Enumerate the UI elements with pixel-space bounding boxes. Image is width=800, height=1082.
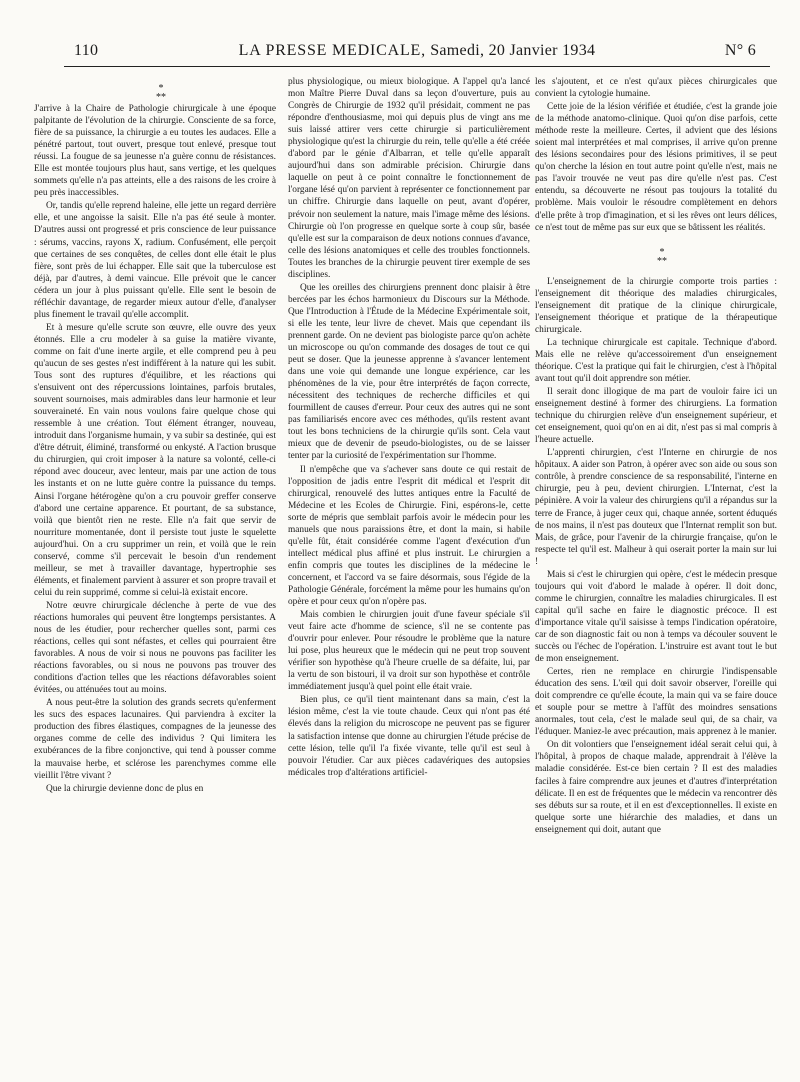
paragraph: Et à mesure qu'elle scrute son œuvre, elle ouvre des yeux étonnés. Elle a cru modeler à sa guise la matière vivante, comme on fait d'une inerte argile, et elle comprend peu à peu qu'aucun de ses gestes n'est indifférent à la nature qui les subit. Tous sont des ruptures d'équilibre, et les réactions qui s'ensuivent ont des répercussions lointaines, parfois brutales, souvent sournoises, mais admirables dans leur harmonie et leur souveraineté. En vain nous voulons faire quelque chose qui ressemble à une création. Tout élément étranger, nouveau, introduit dans l'organisme humain, y va subir sa destinée, qui est d'être détruit, éliminé, transformé ou enkysté. A l'action brusque du chirurgien, qui croit imposer à la nature sa volonté, celle-ci répond avec douceur, avec lenteur, mais par une action de tous les instants et on ne lutte guère contre la puissance du temps. Ainsi l'organe hétérogène qu'on a cru pouvoir greffer conserve d'abord une certaine apparence. Et pourtant, de sa substance, voilà que bientôt rien ne reste. Elle n'a fait que servir de nourriture momentanée, dont il persiste tout juste le squelette aujourd'hui. On a cru supprimer un rein, et voilà que le rein conservé, comme s'il percevait le besoin d'un rendement meilleur, se met à travailler davantage, hypertrophie ses éléments, et finalement parvient à assurer et son propre travail et celui du rein supprimé, comme si celui-là existait encore. (34, 322, 276, 598)
paragraph: Que la chirurgie devienne donc de plus en (46, 783, 204, 794)
paragraph: Certes, rien ne remplace en chirurgie l'indispensable éducation des sens. L'œil qui doit savoir observer, l'oreille qui doit comprendre ce qu'elle écoute, la main qui va se faire douce et souple pour se mettre à l'affût des moindres sensations anormales, tout cela, c'est le malade seul qui, de sa chair, va l'éduquer. Maniez-le avec précaution, mais apprenez à le manier. (535, 667, 777, 738)
issue-number: N° 6 (724, 42, 756, 59)
paragraph: Il serait donc illogique de ma part de vouloir faire ici un enseignement destiné à former des chirurgiens. La formation technique du chirurgien relève d'un enseignement supérieur, et cet enseignement, quoi qu'on en ai dit, n'est pas si mal compris à l'heure actuelle. (535, 387, 777, 446)
column-3 (535, 76, 777, 837)
paragraph: Mais combien le chirurgien jouit d'une faveur spéciale s'il veut faire acte d'homme de science, s'il ne se contente pas d'ouvrir pour enlever. Pour résoudre le problème que la nature lui pose, plus heureux que le médecin qui ne peut trop souvent vérifier son hypothèse qu'à l'heure cruelle de sa défaite, lui, par la vertu de son bistouri, il va droit sur son hypothèse et contrôle immédiatement jusqu'à quel point elle était vraie. (288, 610, 530, 693)
issue-date: Samedi, 20 Janvier 1934 (430, 42, 596, 59)
section-separator: * ** (657, 246, 667, 267)
paragraph: L'enseignement de la chirurgie comporte trois parties : l'enseignement dit théorique des maladies chirurgicales, l'enseignement dit pratique de la clinique chirurgicale, l'enseignement théorique et pratique de la thérapeutique chirurgicale. (535, 276, 777, 335)
column-2 (288, 76, 530, 780)
page-header (64, 40, 770, 67)
paragraph: J'arrive à la Chaire de Pathologie chirurgicale à une époque palpitante de l'évolution de la chirurgie. Consciente de sa force, fière de sa puissance, la chirurgie a eu toutes les audaces. Elle a pénétré partout, tout ouvert, presque tout enlevé, presque tout réussi. La fougue de sa jeunesse n'a guère connu de résistances. Elle est montée toujours plus haut, sans vertige, et les quelques sommets qu'elle n'a pas atteints, elle a des raisons de les croire à peu près inaccessibles. (34, 104, 276, 199)
section-separator: * ** (156, 83, 166, 103)
paragraph: Bien plus, ce qu'il tient maintenant dans sa main, c'est la lésion même, c'est la vie toute chaude. Ceux qui n'ont pas été élevés dans la religion du microscope ne peuvent pas se figurer la satisfaction intense que donne au chirurgien l'étude précise de cette lésion, telle qu'il l'a fixée vivante, telle qu'il est seul à pouvoir l'étudier. Car aux pièces cadavériques des autopsies médicales trop d'altérations artificiel- (288, 695, 530, 778)
masthead (64, 42, 770, 60)
paragraph: L'apprenti chirurgien, c'est l'Interne en chirurgie de nos hôpitaux. A aider son Patron, à opérer avec son aide ou sous son contrôle, à prendre conscience de sa responsabilité, l'interne en chirurgie, peu à peu, devient chirurgien. L'Internat, c'est la pépinière. A voir la valeur des chirurgiens qu'il a répandus sur la terre de France, à juger ceux qui, chaque année, sortent éduqués de nos mains, il n'est pas douteux que l'Internat remplit son but. Mais, de grâce, pour l'avenir de la chirurgie française, qu'on le respecte tel qu'il est. Malheur à qui oserait porter la main sur lui ! (535, 448, 777, 567)
journal-title: LA PRESSE MEDICALE, (238, 42, 426, 59)
paragraph: Mais si c'est le chirurgien qui opère, c'est le médecin presque toujours qui voit d'abord le malade à opérer. Il doit donc, comme le chirurgien, connaître les maladies chirurgicales. Il est capital qu'il sache en faire le diagnostic précoce. Il est d'importance vitale qu'il saisisse à temps l'indication opératoire, car de son diagnostic fait ou non à temps va découler souvent le succès ou l'échec de l'opération. L'instruire est avant tout le but de mon enseignement. (535, 569, 777, 665)
paragraph: Que les oreilles des chirurgiens prennent donc plaisir à être bercées par les échos harmonieux du Discours sur la Méthode. Que l'Introduction à l'Étude de la Médecine Expérimentale soit, si elle les tente, leur livre de chevet. Mais que cependant ils prennent garde. On ne devient pas biologiste parce qu'on achète un microscope ou qu'on commande des dosages de tout ce qui peut se doser. Que la jeunesse apprenne à s'avancer lentement dans une voie qui demande une longue expérience, car les phénomènes de la vie, pour être interprétés de façon correcte, nécessitent des techniques de recherche difficiles et qui fourmillent de causes d'erreur. Pour ceux des autres qui ne sont pas familiarisés encore avec ces méthodes, qu'ils restent avant tout les bons techniciens de la chirurgie qu'ils sont. Cela vaut mieux que de devenir de pseudo-biologistes, ou de se laisser tenter par la curiosité de l'expérimentation sur l'homme. (288, 282, 530, 462)
paragraph: Cette joie de la lésion vérifiée et étudiée, c'est la grande joie de la méthode anatomo-clinique. Quoi qu'on dise parfois, cette méthode reste la meilleure. Certes, il advient que des lésions soient mal interprétées et mal comprises, il arrive qu'on prenne des lésions secondaires pour des lésions primitives, il se peut qu'on cherche la lésion en tout autre point qu'elle n'est, mais ne pas l'avoir trouvée ne veut pas dire qu'elle n'est pas. C'est entendu, sa découverte ne résout pas toujours la totalité du problème. Mais vouloir le résoudre complètement en dehors d'elle prête à trop d'imagination, et si les rêves ont leurs délices, ce n'est tout de même pas sur eux que se bâtissent les réalités. (535, 102, 777, 233)
page-number: 110 (74, 42, 99, 59)
paragraph: Notre œuvre chirurgicale déclenche à perte de vue des réactions humorales qui peuvent être longtemps persistantes. A nous de les étudier, pour rechercher quelles sont, parmi ces réactions, celles qui sont néfastes, et celles qui pourraient être favorables. A nous de voir si nous ne pouvons pas faciliter les réactions favorables, ou si nous ne pouvons pas trouver des conditions d'action telles que les réactions défavorables soient évitées, ou atténuées tout au moins. (34, 600, 276, 696)
paragraph: plus physiologique, ou mieux biologique. A l'appel qu'a lancé mon Maître Pierre Duval dans sa leçon d'ouverture, puis au Congrès de Chirurgie de 1932 qu'il présidait, comment ne pas répondre d'enthousiasme, moi qui depuis plus de vingt ans me suis laissé attirer vers cette chirurgie si particulièrement physiologique qu'est la chirurgie du rein, telle qu'elle a été créée d'abord par le génie d'Albarran, et telle qu'elle apparaît aujourd'hui dans son admirable précision. Chirurgie dans laquelle on peut à ce point connaître le fonctionnement de l'organe lésé qu'on parvient à représenter ce fonctionnement par un chiffre. Chirurgie dans laquelle on peut, avant d'opérer, prévoir non seulement la nature, mais l'image même des lésions. Chirurgie où l'on progresse en quelque sorte à coup sûr, basée qu'elle est sur la comparaison de deux notions connues d'avance, celle des lésions anatomiques et celle des troubles fonctionnels. Toutes les branches de la chirurgie peuvent tirer exemple de ses disciplines. (288, 77, 530, 280)
paragraph: Il n'empêche que va s'achever sans doute ce qui restait de l'opposition de jadis entre l'esprit dit médical et l'esprit dit chirurgical, renouvelé des luttes antiques entre la Faculté de Médecine et les Ecoles de Chirurgie. Fini, espérons-le, cette sorte de mépris que semblait parfois avoir le médecin pour les manuels que nous paraissions être, et dont la main, si habile qu'elle fût, était considérée comme l'agent d'exécution d'un intellect médical plus affiné et plus instruit. Le chirurgien a enfin compris que toutes les disciplines de la médecine le concernent, et l'accord va se faire désormais, sous l'égide de la Pathologie Générale, forcément la même pour les humains qu'on opère et pour ceux qu'on n'opère pas. (288, 464, 530, 608)
paragraph: Or, tandis qu'elle reprend haleine, elle jette un regard derrière elle, et une angoisse la saisit. Elle n'a pas été seule à monter. D'autres aussi ont progressé et pris conscience de leur puissance : sérums, vaccins, rayons X, radium. Confusément, elle perçoit que certaines de ses conquêtes, de celles dont elle était le plus fière, sont près de lui échapper. Elle sait que la tuberculose est déjà, par d'autres, à demi vaincue. Elle prévoit que le cancer cédera un jour à plus puissant qu'elle. Elle sent le besoin de réfléchir davantage, de regarder mieux autour d'elle, d'analyser plus finement le travail qu'elle accomplit. (34, 201, 276, 320)
column-1 (34, 84, 276, 796)
paragraph: A nous peut-être la solution des grands secrets qu'enferment les sucs des espaces lacunaires. Qui parviendra à exciter la production des fibres élastiques, compagnes de la jeunesse des organes comme de celle des individus ? Qui limitera les exubérances de la fibre conjonctive, qui tend à pousser comme la mauvaise herbe, et sclérose les parenchymes comme elle vieillit l'être vivant ? (34, 698, 276, 781)
paragraph: les s'ajoutent, et ce n'est qu'aux pièces chirurgicales que convient la cytologie humaine. (535, 77, 777, 100)
paragraph: La technique chirurgicale est capitale. Technique d'abord. Mais elle ne relève qu'accessoirement d'un enseignement théorique. C'est la pratique qui fait le chirurgien, c'est à l'hôpital avant tout qu'il doit apprendre son métier. (535, 337, 777, 384)
paragraph: On dit volontiers que l'enseignement idéal serait celui qui, à l'hôpital, à propos de chaque malade, apprendrait à l'élève la maladie considérée. Est-ce bien certain ? Il est des maladies faciles à faire comprendre aux jeunes et d'autres d'interprétation délicate. Il en est de fréquentes que le médecin va rencontrer dès ses débuts sur sa route, et il en est d'exceptionnelles. Il existe en quelque sorte une hiérarchie des maladies, et dans un enseignement qui doit, autant que (535, 740, 777, 835)
